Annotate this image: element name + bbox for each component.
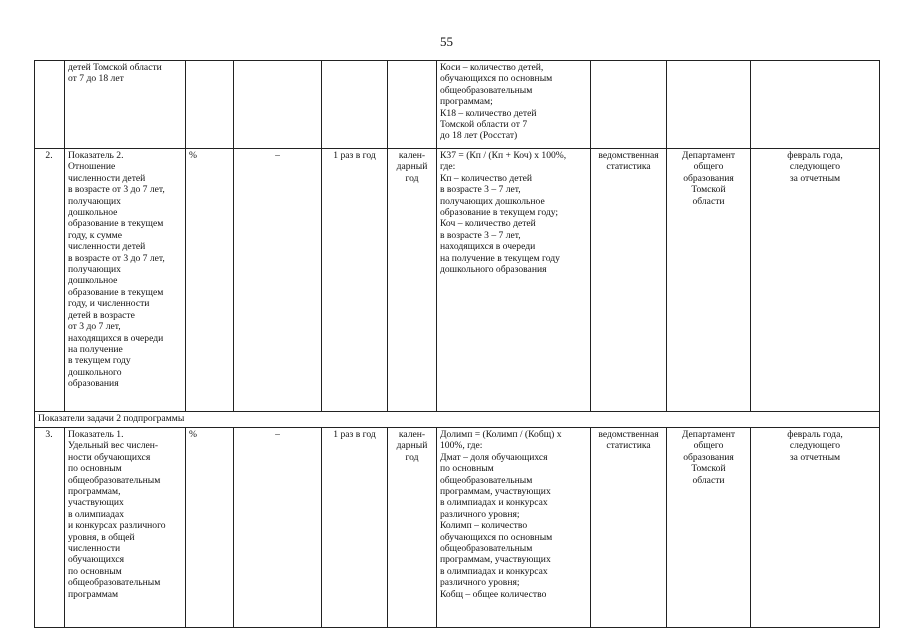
cell-source: ведомственная статистика xyxy=(591,428,667,628)
cell-responsible: Департамент общего образования Томской области xyxy=(667,428,751,628)
cell-indicator-name: Показатель 1. Удельный вес числен- ности обучающихся по основным общеобразовательным программам, участвующих в олимпиадах и конкурсах различного уровня, в общей численности обучающихся по основным общеобразовательным программам xyxy=(65,428,186,628)
cell-deadline: февраль года, следующего за отчетным xyxy=(751,149,880,412)
cell-deadline xyxy=(751,61,880,149)
cell-source xyxy=(591,61,667,149)
cell-period: 1 раз в год xyxy=(322,149,388,412)
table-row xyxy=(35,428,880,628)
cell-period xyxy=(322,61,388,149)
indicators-table xyxy=(34,60,880,628)
cell-deadline: февраль года, следующего за отчетным xyxy=(751,428,880,628)
cell-num xyxy=(35,61,65,149)
cell-type: кален- дарный год xyxy=(388,428,437,628)
cell-formula: Долимп = (Колимп / (Кобщ) x 100%, где: Дмат – доля обучающихся по основным общеобразовательным программам, участвующих в олимпиадах и конкурсах различного уровня; Колимп – количество обучающихся по основным общеобразовательным программам, участвующих в олимпиадах и конкурсах различного уровня; Кобщ – общее количество xyxy=(437,428,591,628)
cell-unit xyxy=(186,61,234,149)
cell-period: 1 раз в год xyxy=(322,428,388,628)
section-header: Показатели задачи 2 подпрограммы xyxy=(35,412,880,428)
cell-formula: Коси – количество детей, обучающихся по основным общеобразовательным программам; К18 – количество детей Томской области от 7 до 18 лет (Росстат) xyxy=(437,61,591,149)
cell-base-value: – xyxy=(234,149,322,412)
cell-base-value: – xyxy=(234,428,322,628)
cell-type: кален- дарный год xyxy=(388,149,437,412)
table-row xyxy=(35,61,880,149)
cell-unit: % xyxy=(186,149,234,412)
cell-indicator-name: Показатель 2. Отношение численности детей в возрасте от 3 до 7 лет, получающих дошкольное образование в текущем году, к сумме численности детей в возрасте от 3 до 7 лет, получающих дошкольное образование в текущем году, и численности детей в возрасте от 3 до 7 лет, находящихся в очереди на получение в текущем году дошкольного образования xyxy=(65,149,186,412)
cell-formula: К37 = (Кп / (Кп + Коч) x 100%, где: Кп – количество детей в возрасте 3 – 7 лет, получающих дошкольное образование в текущем году; Коч – количество детей в возрасте 3 – 7 лет, находящихся в очереди на получение в текущем году дошкольного образования xyxy=(437,149,591,412)
cell-num: 2. xyxy=(35,149,65,412)
page-number: 55 xyxy=(440,34,453,49)
cell-source: ведомственная статистика xyxy=(591,149,667,412)
section-header-row xyxy=(35,412,880,428)
cell-indicator-name: детей Томской области от 7 до 18 лет xyxy=(65,61,186,149)
table-row xyxy=(35,149,880,412)
cell-num: 3. xyxy=(35,428,65,628)
cell-type xyxy=(388,61,437,149)
cell-unit: % xyxy=(186,428,234,628)
cell-base-value xyxy=(234,61,322,149)
cell-responsible: Департамент общего образования Томской области xyxy=(667,149,751,412)
cell-responsible xyxy=(667,61,751,149)
